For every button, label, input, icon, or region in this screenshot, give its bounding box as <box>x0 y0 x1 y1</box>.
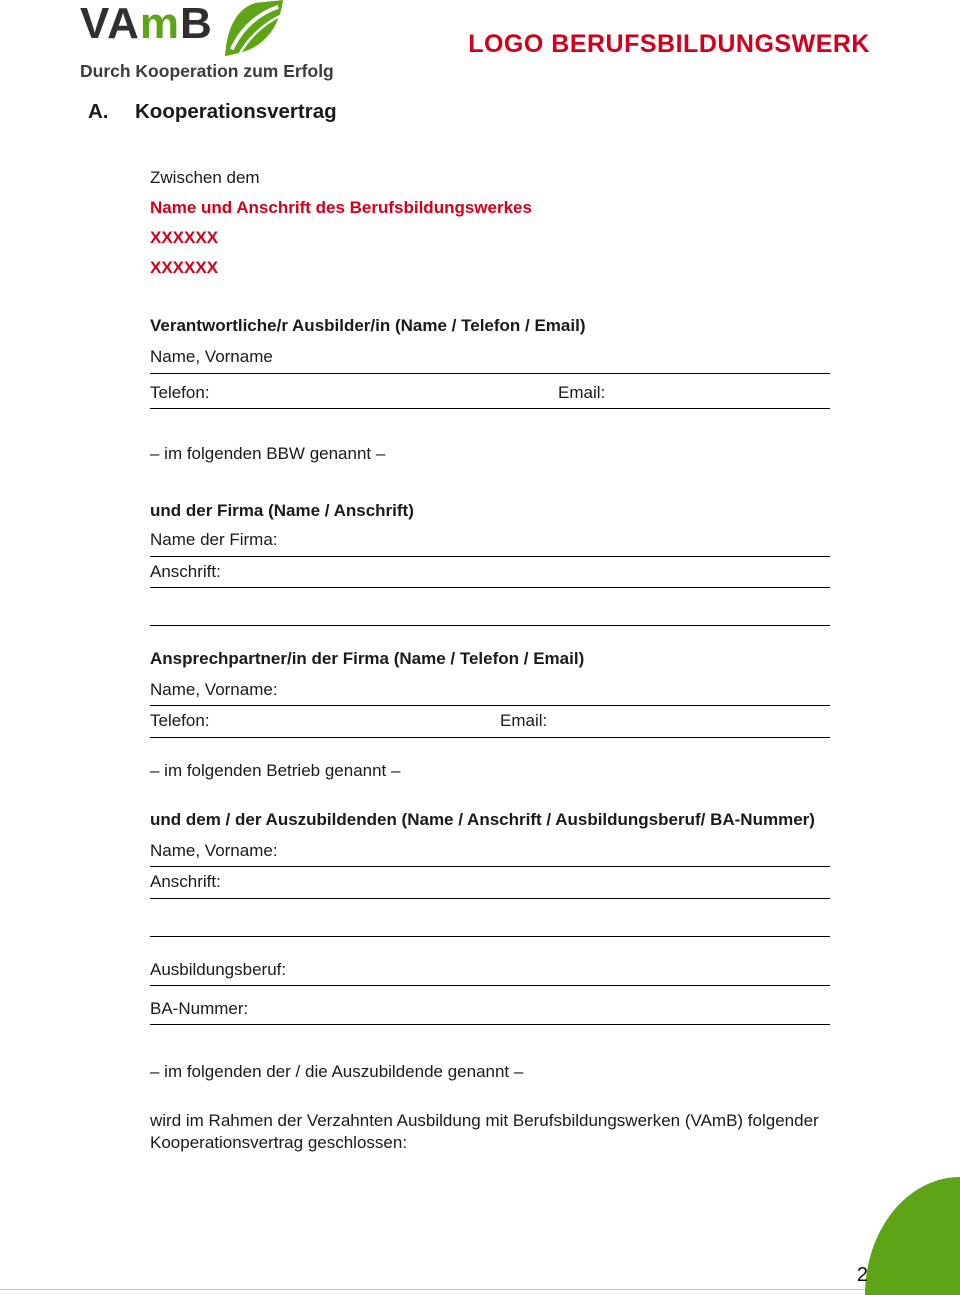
footer-rule <box>0 1289 960 1290</box>
blank-field-line <box>150 923 830 937</box>
field-label: Email: <box>558 382 606 402</box>
intro-line: Zwischen dem <box>150 168 260 187</box>
intro-block <box>150 163 860 283</box>
brand-part-m: m <box>139 0 180 48</box>
logo-tagline: Durch Kooperation zum Erfolg <box>80 61 334 81</box>
ansprechpartner-section-heading: Ansprechpartner/in der Firma (Name / Telefon / Email) <box>150 648 585 668</box>
ausbilder-telefon-email-field <box>150 382 830 409</box>
azubi-section-heading: und dem / der Auszubildenden (Name / Anschrift / Ausbildungsberuf/ BA-Nummer) <box>150 809 815 829</box>
vamb-logo-wordmark <box>80 0 213 46</box>
bbw-genannt-line: – im folgenden BBW genannt – <box>150 443 386 463</box>
ausbilder-name-field <box>150 346 830 373</box>
bbw-name-heading: Name und Anschrift des Berufsbildungswerkes <box>150 198 532 217</box>
ansprechpartner-name-field <box>150 679 830 706</box>
field-label: Name der Firma: <box>150 530 278 550</box>
closing-paragraph: wird im Rahmen der Verzahnten Ausbildung mit Berufsbildungswerken (VAmB) folgender Kooperationsvertrag geschlossen: <box>150 1111 819 1152</box>
title-index: A. <box>88 100 109 123</box>
ansprechpartner-telefon-email-field <box>150 710 830 737</box>
field-label: Anschrift: <box>150 872 221 892</box>
hands-leaf-icon <box>223 0 285 58</box>
field-label: Name, Vorname: <box>150 841 278 860</box>
field-label: BA-Nummer: <box>150 998 249 1018</box>
azubi-anschrift-field <box>150 871 830 898</box>
vamb-logo <box>80 0 334 82</box>
azubi-beruf-field <box>150 959 830 986</box>
field-label: Ausbildungsberuf: <box>150 959 287 979</box>
azubi-ba-nummer-field <box>150 998 830 1025</box>
blank-field-line <box>150 612 830 626</box>
firma-name-field <box>150 529 830 556</box>
azubi-genannt-line: – im folgenden der / die Auszubildende genannt – <box>150 1062 524 1081</box>
azubi-name-field <box>150 840 830 867</box>
contract-body <box>150 163 860 1153</box>
bbw-placeholder-line-1: XXXXXX <box>150 228 219 247</box>
ausbilder-section-heading: Verantwortliche/r Ausbilder/in (Name / Telefon / Email) <box>150 316 586 335</box>
bbw-logo-placeholder-text: LOGO BERUFSBILDUNGSWERK <box>468 30 870 58</box>
green-corner-decoration <box>865 1177 960 1295</box>
brand-part-va: VA <box>80 0 140 48</box>
page-title <box>88 100 337 124</box>
firma-anschrift-field <box>150 561 830 588</box>
field-label: Anschrift: <box>150 561 221 581</box>
title-text: Kooperationsvertrag <box>135 100 337 123</box>
bbw-placeholder-line-2: XXXXXX <box>150 258 219 277</box>
field-label: Name, Vorname <box>150 347 273 367</box>
page-number: 2 <box>856 1264 868 1286</box>
betrieb-genannt-line: – im folgenden Betrieb genannt – <box>150 760 401 780</box>
field-label: Email: <box>500 711 548 731</box>
field-label: Name, Vorname: <box>150 680 278 699</box>
firma-section-heading: und der Firma (Name / Anschrift) <box>150 501 414 520</box>
field-label: Telefon: <box>150 711 210 731</box>
brand-part-b: B <box>179 0 213 48</box>
field-label: Telefon: <box>150 382 210 402</box>
